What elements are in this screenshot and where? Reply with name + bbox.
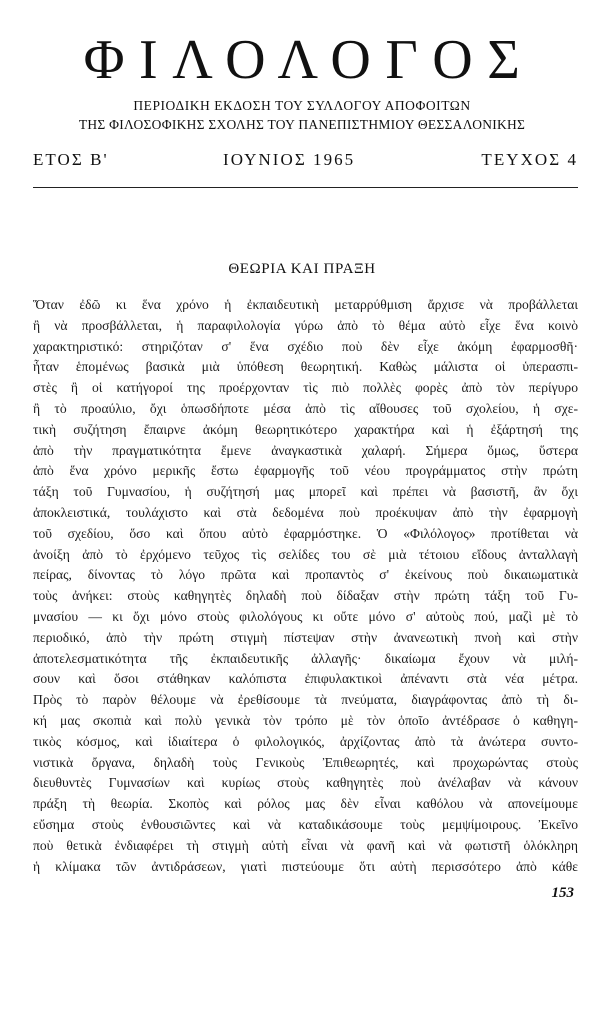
page-number: 153 — [551, 885, 574, 901]
article-title: ΘΕΩΡΙΑ ΚΑΙ ΠΡΑΞΗ — [228, 261, 376, 277]
article-line: ἢ νὰ προσβάλλεται, ἡ παραφιλολογία γύρω ἀπὸ τὸ θέμα αὐτὸ εἶχε ἕνα κοινὸ — [33, 317, 578, 333]
masthead-subtitle-line2: ΤΗΣ ΦΙΛΟΣΟΦΙΚΗΣ ΣΧΟΛΗΣ ΤΟΥ ΠΑΝΕΠΙΣΤΗΜΙΟΥ ΘΕΣΣΑΛΟΝΙΚΗΣ — [78, 117, 526, 132]
article-line: νιστικὰ ὄργανα, δηλαδὴ τοὺς Γενικοὺς Ἐπιθεωρητές, καὶ προχωρώντας στοὺς — [33, 754, 578, 770]
article-line: μνασίου — κι ὄχι μόνο στοὺς φιλολόγους κι οὔτε μόνο σ' αὐτοὺς πού, μαζὶ μὲ τὸ — [33, 608, 578, 624]
article-line: τάξη τοῦ Γυμνασίου, ἡ συζήτησή μας μπορεῖ καὶ πρέπει νὰ βασιστῆ, ἂν ὄχι — [33, 484, 578, 500]
article-line: διευθυντὲς Γυμνασίων καὶ κυρίως στοὺς καθηγητὲς ποὺ ἀνέλαβαν νὰ κάνουν — [33, 775, 578, 791]
masthead-subtitle-line1: ΠΕΡΙΟΔΙΚΗ ΕΚΔΟΣΗ ΤΟΥ ΣΥΛΛΟΓΟΥ ΑΠΟΦΟΙΤΩΝ — [133, 98, 471, 113]
article-line: Ὅταν ἐδῶ κι ἕνα χρόνο ἡ ἐκπαιδευτικὴ μεταρρύθμιση ἄρχισε νὰ προβάλλεται — [33, 297, 578, 312]
article-line: σουν καὶ ὅσοι στάθηκαν καλόπιστα ἐπιφυλακτικοὶ ἀπέναντι στὰ νέα μέτρα. — [33, 671, 578, 687]
article-line: πείρας, δίνοντας τὸ λόγο πρῶτα καὶ προπαντὸς σ' ἐκείνους ποὺ δικαιωματικὰ — [33, 567, 578, 583]
article-line: ἀπὸ ἕνα χρόνο μερικῆς ἔστω ἐφαρμογῆς τοῦ νέου προγράμματος στὴν πρώτη — [33, 463, 578, 479]
article-line: ἡ κλίμακα τῶν ἀντιδράσεων, γιατὶ πιστεύουμε ὅτι αὐτὴ περισσότερο ἀπὸ κάθε — [33, 858, 578, 874]
article-line: τικὴ συζήτηση ἔπαιρνε ἀκόμη θεωρητικότερο χαρακτήρα καὶ ἡ ἐξάρτησή της — [33, 421, 578, 437]
article-line: χαρακτηριστικό: στηριζόταν σ' ἕνα σχέδιο ποὺ δὲν εἶχε ἀκόμη ἐφαρμοσθῆ· — [33, 338, 578, 354]
article-line: τοῦ σχεδίου, ὅσο καὶ ὅπου αὐτὸ ἐφαρμόστηκε. Ὁ «Φιλόλογος» προτίθεται νὰ — [33, 525, 578, 541]
article-line: ἀποκλειστικά, τουλάχιστο καὶ στὰ δεδομένα ποὺ προέκυψαν ἀπὸ τὴν ἐφαρμογὴ — [33, 504, 578, 520]
issue-date: ΙΟΥΝΙΟΣ 1965 — [223, 150, 356, 169]
masthead-title: ΦΙΛΟΛΟΓΟΣ — [83, 29, 535, 91]
article-line: ποὺ θετικὰ ἐνδιαφέρει τὴ στιγμὴ αὐτὴ εἶναι νὰ φανῆ καὶ νὰ φωτιστῆ ὁλόκληρη — [33, 837, 578, 853]
article-line: πράξη τὴ θεωρία. Σκοπὸς καὶ ρόλος μας δὲν εἶναι καθόλου νὰ απονείμουμε — [33, 796, 578, 812]
article-line: κή μας σκοπιὰ καὶ πολὺ γενικὰ τὸν τρόπο μὲ τὸν ὁποῖο ἀντέδρασε ὁ καθηγη- — [33, 712, 578, 728]
article-line: στὲς ἢ οἱ κατήγοροί της προέρχονταν τὶς πιὸ πολλὲς φορὲς ἀπὸ τὸν περίγυρο — [33, 380, 578, 396]
article-line: τοὺς ἀνήκει: στοὺς καθηγητὲς δηλαδὴ ποὺ δίδαξαν στὴν πρώτη τάξη τοῦ Γυ- — [33, 588, 578, 604]
article-body — [33, 295, 578, 877]
article-line: Πρὸς τὸ παρὸν θέλουμε νὰ ἐρεθίσουμε τὰ πνεύματα, διαγράφοντας ἀπὸ τὴ δι- — [33, 692, 578, 708]
article-line: ἀποτελεσματικότητα τῆς ἐκπαιδευτικῆς ἀλλαγῆς· δικαίωμα ἔχουν νὰ μιλή- — [33, 650, 578, 666]
issue-number: ΤΕΥΧΟΣ 4 — [481, 150, 578, 169]
header-divider — [33, 187, 578, 188]
article-line: ἢ τὸ προαύλιο, ὄχι ὁπωσδήποτε μέσα ἀπὸ τὶς αἴθουσες τοῦ σχολείου, ἡ σχε- — [33, 400, 578, 416]
issue-year: ΕΤΟΣ Β' — [33, 150, 109, 169]
article-line: ἀπὸ τὴν πραγματικότητα ἔμενε ἀναγκαστικὰ χαλαρή. Σήμερα ὅμως, ὕστερα — [33, 442, 578, 458]
article-line: ἀνοίξη ἀπὸ τὸ ἐρχόμενο τεῦχος τὶς σελίδες του σὲ μιὰ τέτοιου εἴδους ἀνταλλαγὴ — [33, 546, 578, 562]
article-line: τικὸς κόσμος, καὶ ἰδιαίτερα ὁ φιλολογικός, ἀρχίζοντας ἀπὸ τὰ ἀνώτερα συντο- — [33, 733, 578, 749]
article-line: περιοδικό, ἀπὸ τὴν πρώτη στιγμὴ πίστεψαν στὴν ἀνανεωτικὴ πνοὴ καὶ στὴν — [33, 629, 578, 645]
article-line: εὔσημα στοὺς ἐνθουσιῶντες καὶ νὰ καταδικάσουμε τοὺς μεμψίμοιρους. Ἐκεῖνο — [33, 816, 578, 832]
article-line: ἦταν ἑπομένως βασικὰ μιὰ ὑπόθεση θεωρητική. Καθὼς μάλιστα οἱ ὑπερασπι- — [33, 359, 578, 375]
